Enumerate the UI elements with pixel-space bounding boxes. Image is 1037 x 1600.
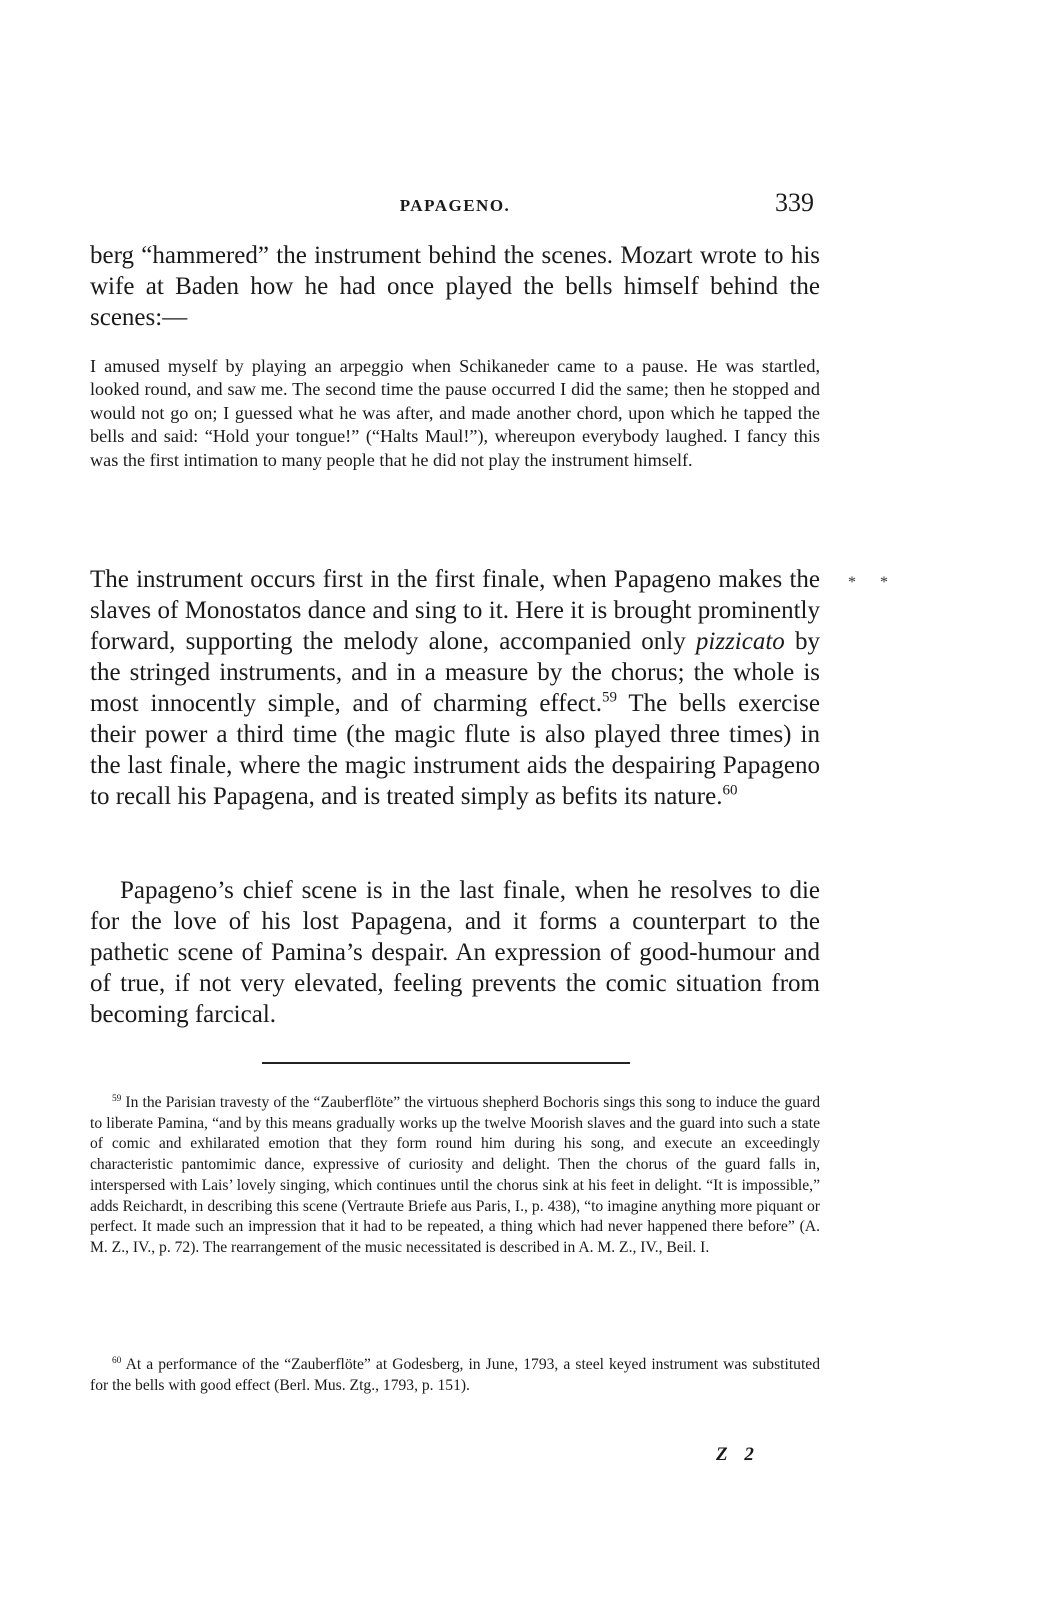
margin-mark-1: *	[848, 574, 856, 591]
margin-mark-2: *	[880, 574, 888, 591]
footnote-59	[90, 1093, 820, 1259]
footnote-60	[90, 1355, 820, 1396]
footnote-59-text: In the Parisian travesty of the “Zauberflöte” the virtuous shepherd Bochoris sings this song to induce the guard to liberate Pamina, “and by this means gradually works up the twelve Moorish slaves and the guard into such a state of comic and exhilarated emotion that they form round him during his song, and execute an exceedingly characteristic pantomimic dance, expressive of curiosity and delight. Then the chorus of the guard falls in, interspersed with Lais’ lovely singing, which continues until the chorus sink at his feet in delight. “It is impossible,” adds Reichardt, in describing this scene (Vertraute Briefe aus Paris, I., p. 438), “to imagine anything more piquant or perfect. It made such an impression that it had to be repeated, a thing which had never happened there before” (A. M. Z., IV., p. 72). The rearrangement of the music necessitated is described in A. M. Z., IV., Beil. I.	[90, 1094, 820, 1256]
footnote-60-mark: 60	[112, 1355, 122, 1366]
footnote-divider	[262, 1062, 630, 1064]
body-paragraph-2	[90, 564, 820, 812]
paragraph-2-text-c: The bells exercise their power a third time (the magic flute is also played three times) in the last finale, where the magic instrument aids the despairing Papageno to recall his Papagena, and is treated simply as befits its nature.	[90, 690, 820, 810]
footnote-ref-59: 59	[602, 689, 618, 706]
footnote-60-text: At a performance of the “Zauberflöte” at Godesberg, in June, 1793, a steel keyed instrument was substituted for the bells with good effect (Berl. Mus. Ztg., 1793, p. 151).	[90, 1356, 820, 1394]
body-paragraph-3: Papageno’s chief scene is in the last finale, when he resolves to die for the love of his lost Papagena, and it forms a counterpart to the pathetic scene of Pamina’s despair. An expression of good-humour and of true, if not very elevated, feeling prevents the comic situation from becoming farcical.	[90, 877, 820, 1028]
body-paragraph-1: berg “hammered” the instrument behind the scenes. Mozart wrote to his wife at Baden how he had once played the bells himself behind the scenes:—	[90, 242, 820, 331]
footnote-59-mark: 59	[112, 1093, 122, 1104]
page-number: 339	[775, 188, 814, 217]
footnote-ref-60: 60	[722, 782, 738, 799]
running-head: PAPAGENO.	[399, 196, 511, 215]
signature-mark: Z 2	[716, 1444, 760, 1465]
paragraph-2-text-a: The instrument occurs first in the first finale, when Papageno makes the slaves of Monostatos dance and sing to it. Here it is brought prominently forward, supporting the melody alone, accompanied only	[90, 566, 820, 655]
page-header	[90, 188, 820, 230]
block-quote: I amused myself by playing an arpeggio when Schikaneder came to a pause. He was startled, looked round, and saw me. The second time the pause occurred I did the same; then he stopped and would not go on; I guessed what he was after, and made another chord, upon which he tapped the bells and said: “Hold your tongue!” (“Halts Maul!”), whereupon everybody laughed. I fancy this was the first intimation to many people that he did not play the instrument himself.	[90, 356, 820, 470]
paragraph-2-italic: pizzicato	[695, 628, 785, 655]
paragraph-2-text-b: by the stringed instruments, and in a measure by the chorus; the whole is most innocently simple, and of charming effect.	[90, 628, 821, 717]
